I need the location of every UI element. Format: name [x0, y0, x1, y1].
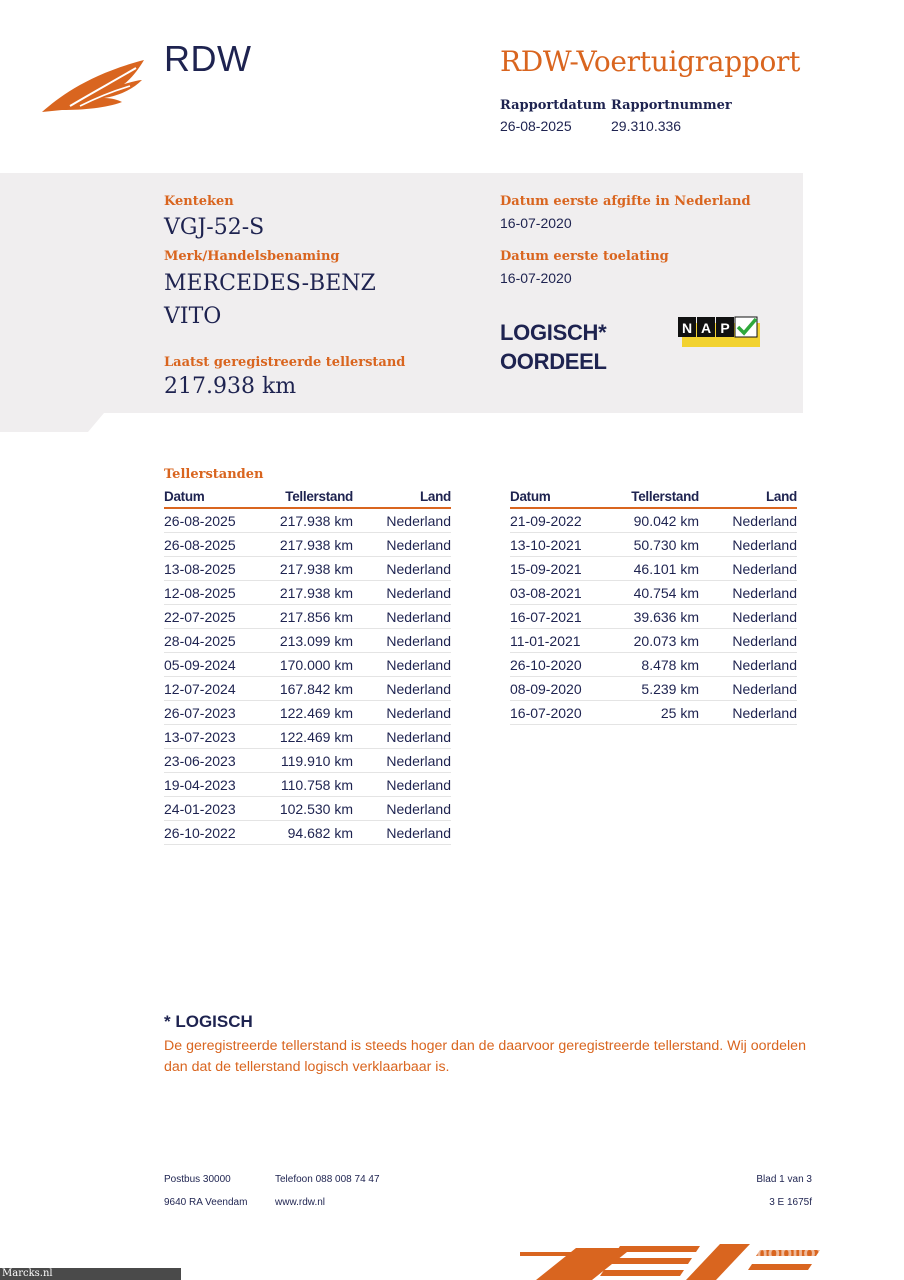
footer-page-number: Blad 1 van 3: [756, 1174, 812, 1185]
cell-date: 12-07-2024: [164, 677, 274, 701]
table-row: [164, 677, 451, 701]
cell-reading: 217.938 km: [274, 581, 353, 605]
make-value: MERCEDES-BENZ: [164, 271, 376, 296]
cell-reading: 5.239 km: [620, 677, 699, 701]
cell-date: 28-04-2025: [164, 629, 274, 653]
legend-title: * LOGISCH: [164, 1012, 253, 1031]
cell-reading: 39.636 km: [620, 605, 699, 629]
cell-date: 08-09-2020: [510, 677, 620, 701]
cell-reading: 170.000 km: [274, 653, 353, 677]
decorative-stripes-icon: [520, 1240, 904, 1280]
cell-country: Nederland: [353, 701, 451, 725]
footer-phone: Telefoon 088 008 74 47: [275, 1174, 380, 1185]
cell-date: 12-08-2025: [164, 581, 274, 605]
cell-country: Nederland: [353, 533, 451, 557]
cell-country: Nederland: [353, 749, 451, 773]
cell-reading: 122.469 km: [274, 701, 353, 725]
cell-country: Nederland: [353, 821, 451, 845]
nap-letter-a: A: [700, 320, 712, 336]
cell-country: Nederland: [699, 653, 797, 677]
nap-check-icon: [678, 315, 760, 347]
cell-date: 11-01-2021: [510, 629, 620, 653]
table-row: [164, 773, 451, 797]
col-date-header: Datum: [164, 488, 274, 508]
odometer-value: 217.938 km: [164, 374, 297, 399]
report-title: RDW-Voertuigrapport: [500, 45, 801, 78]
table-row: [164, 605, 451, 629]
cell-country: Nederland: [353, 557, 451, 581]
odometer-table-title: Tellerstanden: [164, 467, 264, 482]
cell-date: 24-01-2023: [164, 797, 274, 821]
cell-date: 21-09-2022: [510, 508, 620, 533]
table-row: [164, 653, 451, 677]
cell-country: Nederland: [353, 581, 451, 605]
col-country-header: Land: [353, 488, 451, 508]
report-date: 26-08-2025: [500, 118, 572, 134]
cell-country: Nederland: [353, 605, 451, 629]
cell-reading: 122.469 km: [274, 725, 353, 749]
cell-country: Nederland: [353, 773, 451, 797]
cell-country: Nederland: [699, 557, 797, 581]
cell-date: 26-08-2025: [164, 508, 274, 533]
first-issue-nl-label: Datum eerste afgifte in Nederland: [500, 194, 751, 209]
cell-country: Nederland: [353, 677, 451, 701]
footer-postbus: Postbus 30000: [164, 1174, 231, 1185]
table-row: [510, 677, 797, 701]
cell-reading: 50.730 km: [620, 533, 699, 557]
verdict-line-2: OORDEEL: [500, 349, 607, 374]
odometer-table-left: [164, 488, 451, 845]
cell-date: 13-07-2023: [164, 725, 274, 749]
table-row: [164, 797, 451, 821]
verdict-line-1: LOGISCH*: [500, 320, 607, 345]
table-row: [164, 533, 451, 557]
col-country-header: Land: [699, 488, 797, 508]
footer-address: 9640 RA Veendam: [164, 1197, 248, 1208]
cell-date: 16-07-2021: [510, 605, 620, 629]
table-row: [510, 557, 797, 581]
cell-reading: 217.938 km: [274, 533, 353, 557]
col-date-header: Datum: [510, 488, 620, 508]
odometer-label: Laatst geregistreerde tellerstand: [164, 355, 406, 370]
report-number-label: Rapportnummer: [611, 98, 732, 113]
source-badge[interactable]: Marcks.nl: [2, 1268, 53, 1279]
cell-country: Nederland: [353, 629, 451, 653]
footer-code: 3 E 1675f: [769, 1197, 812, 1208]
table-row: [510, 581, 797, 605]
table-row: [510, 629, 797, 653]
cell-date: 26-10-2020: [510, 653, 620, 677]
cell-country: Nederland: [699, 629, 797, 653]
cell-reading: 46.101 km: [620, 557, 699, 581]
cell-country: Nederland: [699, 677, 797, 701]
table-row: [164, 821, 451, 845]
legend-text: De geregistreerde tellerstand is steeds hoger dan de daarvoor geregistreerde tellerstand. Wij oordelen dan dat de tellerstand logisch verklaarbaar is.: [164, 1038, 806, 1075]
vehicle-summary-panel: [0, 173, 803, 432]
cell-reading: 25 km: [620, 701, 699, 725]
cell-reading: 110.758 km: [274, 773, 353, 797]
nap-letter-p: P: [720, 320, 730, 336]
cell-reading: 40.754 km: [620, 581, 699, 605]
cell-reading: 167.842 km: [274, 677, 353, 701]
report-date-label: Rapportdatum: [500, 98, 606, 113]
table-row: [510, 533, 797, 557]
table-row: [164, 725, 451, 749]
cell-reading: 102.530 km: [274, 797, 353, 821]
cell-date: 05-09-2024: [164, 653, 274, 677]
cell-country: Nederland: [699, 701, 797, 725]
cell-date: 26-07-2023: [164, 701, 274, 725]
cell-country: Nederland: [699, 605, 797, 629]
cell-reading: 20.073 km: [620, 629, 699, 653]
col-reading-header: Tellerstand: [274, 488, 353, 508]
cell-date: 22-07-2025: [164, 605, 274, 629]
model-value: VITO: [164, 304, 222, 329]
first-admission-label: Datum eerste toelating: [500, 249, 669, 264]
make-label: Merk/Handelsbenaming: [164, 249, 340, 264]
watermark: mobilox: [750, 1242, 827, 1264]
cell-date: 15-09-2021: [510, 557, 620, 581]
cell-reading: 217.856 km: [274, 605, 353, 629]
cell-date: 13-08-2025: [164, 557, 274, 581]
cell-country: Nederland: [353, 725, 451, 749]
cell-country: Nederland: [699, 533, 797, 557]
nap-letter-n: N: [681, 320, 693, 336]
table-row: [510, 701, 797, 725]
cell-reading: 8.478 km: [620, 653, 699, 677]
cell-reading: 217.938 km: [274, 557, 353, 581]
first-issue-nl-value: 16-07-2020: [500, 215, 572, 231]
table-row: [510, 508, 797, 533]
first-admission-value: 16-07-2020: [500, 270, 572, 286]
cell-country: Nederland: [353, 797, 451, 821]
table-row: [164, 557, 451, 581]
cell-country: Nederland: [353, 508, 451, 533]
cell-date: 19-04-2023: [164, 773, 274, 797]
cell-date: 23-06-2023: [164, 749, 274, 773]
cell-date: 13-10-2021: [510, 533, 620, 557]
report-number: 29.310.336: [611, 118, 682, 134]
cell-date: 26-08-2025: [164, 533, 274, 557]
brand-name: RDW: [164, 38, 252, 79]
odometer-table-right: [510, 488, 797, 725]
cell-reading: 90.042 km: [620, 508, 699, 533]
cell-country: Nederland: [353, 653, 451, 677]
table-row: [510, 653, 797, 677]
col-reading-header: Tellerstand: [620, 488, 699, 508]
cell-reading: 213.099 km: [274, 629, 353, 653]
cell-country: Nederland: [699, 508, 797, 533]
rdw-logo-icon: [40, 56, 150, 116]
table-row: [164, 508, 451, 533]
cell-date: 16-07-2020: [510, 701, 620, 725]
table-row: [164, 749, 451, 773]
cell-reading: 94.682 km: [274, 821, 353, 845]
table-row: [164, 701, 451, 725]
cell-reading: 119.910 km: [274, 749, 353, 773]
verdict: [500, 318, 607, 376]
cell-reading: 217.938 km: [274, 508, 353, 533]
cell-date: 26-10-2022: [164, 821, 274, 845]
table-row: [164, 629, 451, 653]
table-row: [510, 605, 797, 629]
table-row: [164, 581, 451, 605]
footer-website[interactable]: www.rdw.nl: [275, 1197, 326, 1208]
plate-label: Kenteken: [164, 194, 234, 209]
plate-value: VGJ-52-S: [164, 215, 265, 240]
cell-date: 03-08-2021: [510, 581, 620, 605]
cell-country: Nederland: [699, 581, 797, 605]
